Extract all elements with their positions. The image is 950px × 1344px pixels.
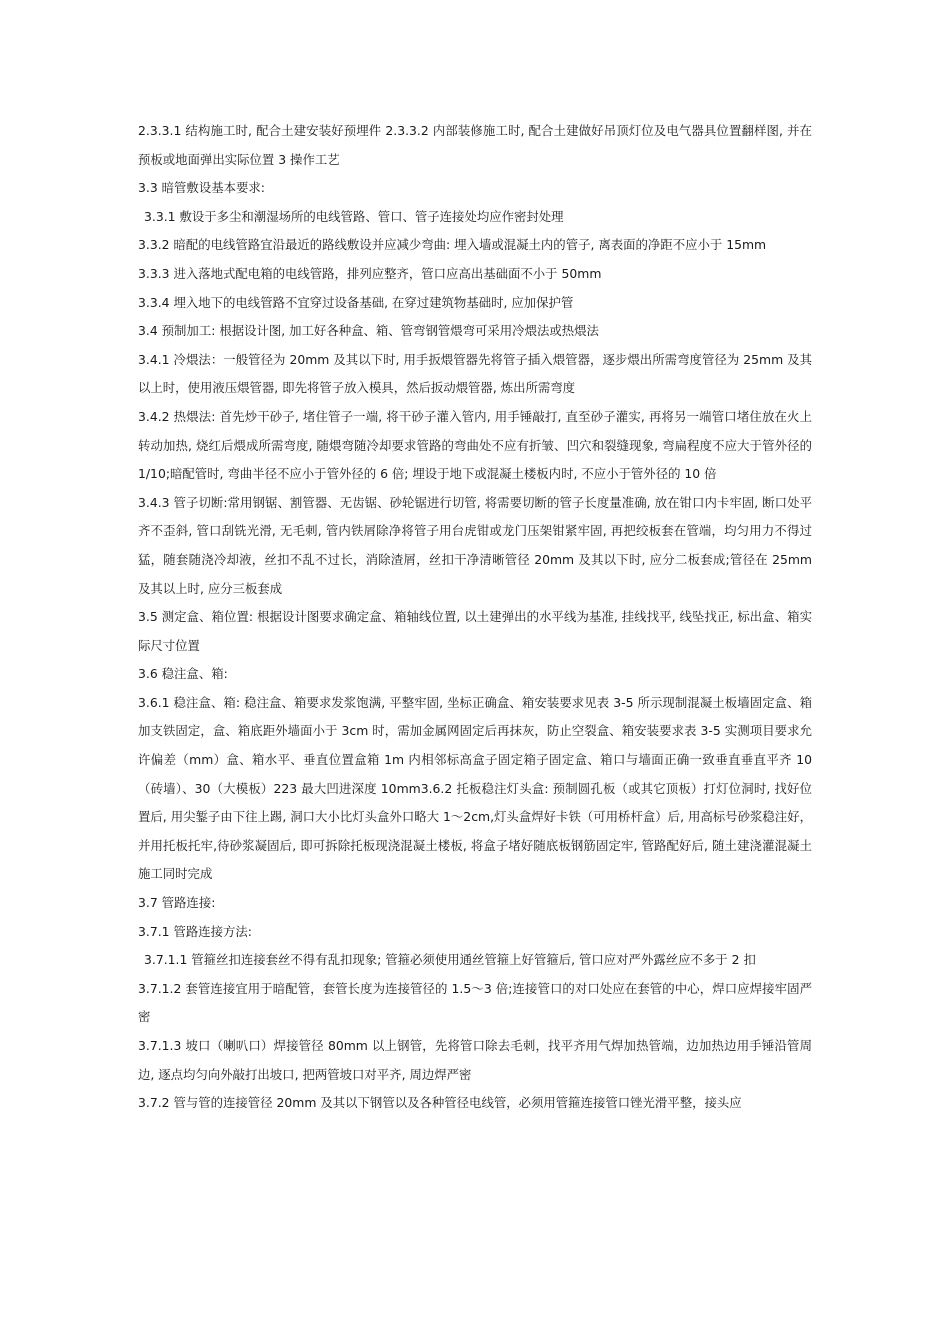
paragraph: 3.4 预制加工: 根据设计图, 加工好各种盒、箱、管弯钢管煨弯可采用冷煨法或热煨法 <box>138 323 599 339</box>
paragraph: 3.7.1 管路连接方法: <box>138 923 252 939</box>
paragraph: 3.3 暗管敷设基本要求: <box>138 180 265 196</box>
paragraph: 2.3.3.1 结构施工时, 配合土建安装好预埋件 2.3.3.2 内部装修施工时, 配合土建做好吊顶灯位及电气器具位置翻样图, 并在预板或地面弹出实际位置 3 操作工艺 <box>138 123 812 167</box>
paragraph: 3.7.1.3 坡口（喇叭口）焊接管径 80mm 以上钢管，先将管口除去毛刺，找平齐用气焊加热管端，边加热边用手锤沿管周边, 逐点均匀向外敲打出坡口, 把两管坡口对平齐, 周边焊严密 <box>138 1038 812 1082</box>
paragraph: 3.3.3 进入落地式配电箱的电线管路，排列应整齐，管口应高出基础面不小于 50mm <box>138 265 602 281</box>
document-body <box>138 117 812 1118</box>
paragraph: 3.6.1 稳注盒、箱: 稳注盒、箱要求发浆饱满, 平整牢固, 坐标正确盒、箱安装要求见表 3-5 所示现制混凝土板墙固定盒、箱加支铁固定，盒、箱底距外墙面小于 3cm 时，需加金属网固定后再抹灰，防止空裂盒、箱安装要求表 3-5 实测项目要求允许偏差（mm）盒、箱水平、垂直位置盒箱 1m 内相邻标高盒子固定箱子固定盒、箱口与墙面正确一致垂直垂直平齐 10（砖墙）、30（大模板）223 最大凹进深度 10mm3.6.2 托板稳注灯头盒: 预制圆孔板（或其它顶板）打灯位洞时, 找好位置后, 用尖錾子由下往上踢, 洞口大小比灯头盒外口略大 1～2cm,灯头盒焊好卡铁（可用桥杆盒）后, 用高标号砂浆稳注好，并用托板托牢,待砂浆凝固后, 即可拆除托板现浇混凝土楼板, 将盒子堵好随底板钢筋固定牢, 管路配好后, 随土建浇灌混凝土施工同时完成 <box>138 694 812 882</box>
paragraph: 3.4.3 管子切断:常用钢锯、割管器、无齿锯、砂轮锯进行切管, 将需要切断的管子长度量准确, 放在钳口内卡牢固, 断口处平齐不歪斜, 管口刮铣光滑, 无毛刺, 管内铁屑除净将管子用台虎钳或龙门压架钳紧牢固, 再把绞板套在管端，均匀用力不得过猛，随套随浇冷却液，丝扣不乱不过长，消除渣屑，丝扣干净清晰管径 20mm 及其以下时, 应分二板套成;管径在 25mm 及其以上时, 应分三板套成 <box>138 494 812 596</box>
paragraph: 3.6 稳注盒、箱: <box>138 666 228 682</box>
paragraph: 3.3.4 埋入地下的电线管路不宜穿过设备基础, 在穿过建筑物基础时, 应加保护管 <box>138 294 574 310</box>
paragraph: 3.3.1 敷设于多尘和潮湿场所的电线管路、管口、管子连接处均应作密封处理 <box>144 208 564 224</box>
paragraph: 3.7.1.1 管箍丝扣连接套丝不得有乱扣现象; 管箍必须使用通丝管箍上好管箍后, 管口应对严外露丝应不多于 2 扣 <box>144 952 756 968</box>
paragraph: 3.4.1 冷煨法：一般管径为 20mm 及其以下时, 用手扳煨管器先将管子插入煨管器，逐步煨出所需弯度管径为 25mm 及其以上时，使用液压煨管器, 即先将管子放入模具，然后扳动煨管器, 炼出所需弯度 <box>138 351 812 396</box>
paragraph: 3.7 管路连接: <box>138 895 216 911</box>
paragraph: 3.4.2 热煨法: 首先炒干砂子, 堵住管子一端, 将干砂子灌入管内, 用手锤敲打, 直至砂子灌实, 再将另一端管口堵住放在火上转动加热, 烧红后煨成所需弯度, 随煨弯随冷却要求管路的弯曲处不应有折皱、凹穴和裂缝现象, 弯扁程度不应大于管外径的 1/10;暗配管时, 弯曲半径不应小于管外径的 6 倍; 埋设于地下或混凝土楼板内时, 不应小于管外径的 10 倍 <box>138 408 812 482</box>
paragraph: 3.5 测定盒、箱位置: 根据设计图要求确定盒、箱轴线位置, 以土建弹出的水平线为基准, 挂线找平, 线坠找正, 标出盒、箱实际尺寸位置 <box>138 609 812 653</box>
paragraph: 3.3.2 暗配的电线管路宜沿最近的路线敷设并应减少弯曲: 埋入墙或混凝土内的管子, 离表面的净距不应小于 15mm <box>138 237 767 253</box>
paragraph: 3.7.2 管与管的连接管径 20mm 及其以下钢管以及各种管径电线管，必须用管箍连接管口锉光滑平整，接头应 <box>138 1095 742 1111</box>
paragraph: 3.7.1.2 套管连接宜用于暗配管，套管长度为连接管径的 1.5～3 倍;连接管口的对口处应在套管的中心，焊口应焊接牢固严密 <box>138 980 812 1025</box>
